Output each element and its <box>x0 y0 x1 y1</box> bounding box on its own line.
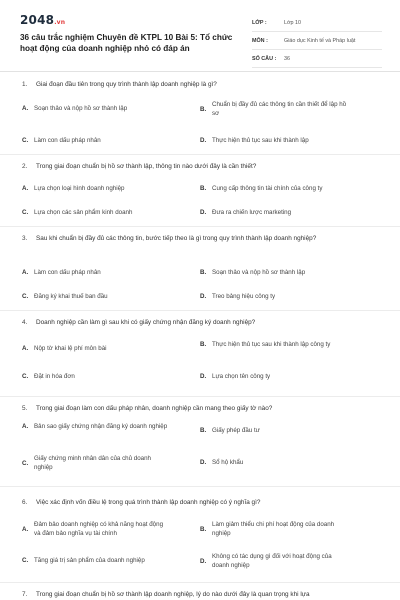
question-number: 6. <box>22 499 28 506</box>
question-text <box>22 498 382 508</box>
option-letter: A. <box>22 105 29 112</box>
option-a[interactable] <box>22 268 169 277</box>
option-letter: B. <box>200 269 207 276</box>
question-divider <box>0 396 400 397</box>
question-body: Sau khi chuẩn bị đầy đủ các thông tin, bước tiếp theo là gì trong quy trình thành lập doanh nghiệp? <box>36 235 317 242</box>
meta-table <box>252 14 382 68</box>
meta-value: Lớp 10 <box>284 19 302 26</box>
option-letter: D. <box>200 293 207 300</box>
question-text <box>22 162 382 172</box>
option-c[interactable] <box>22 208 169 217</box>
header-divider <box>0 71 400 72</box>
option-text: Lựa chọn tên công ty <box>212 373 271 380</box>
option-letter: A. <box>22 269 29 276</box>
option-c[interactable] <box>22 292 169 301</box>
question-text <box>22 80 382 90</box>
logo-suffix: .vn <box>54 19 66 26</box>
question-number: 1. <box>22 81 28 88</box>
meta-row-subject <box>252 32 382 50</box>
option-d[interactable] <box>200 552 347 570</box>
option-letter: C. <box>22 293 29 300</box>
option-d[interactable] <box>200 372 347 381</box>
meta-value: 36 <box>284 55 290 62</box>
option-text: Chuẩn bị đầy đủ các thông tin cần thiết để lập hồ sơ <box>212 101 347 117</box>
option-letter: A. <box>22 345 29 352</box>
question-number: 3. <box>22 235 28 242</box>
question-body: Giai đoạn đầu tiên trong quy trình thành lập doanh nghiệp là gì? <box>36 81 217 88</box>
question-6 <box>22 498 382 569</box>
option-letter: B. <box>200 525 207 533</box>
option-text: Sổ hộ khẩu <box>212 459 244 466</box>
option-text: Giấy chứng minh nhân dân của chủ doanh nghiệp <box>34 455 151 471</box>
question-number: 7. <box>22 591 28 598</box>
option-letter: A. <box>22 525 29 533</box>
option-a[interactable] <box>22 344 169 353</box>
logo-main: 2048 <box>20 13 55 27</box>
option-text: Tăng giá trị sản phẩm của doanh nghiệp <box>34 557 145 564</box>
meta-key: LỚP : <box>252 19 267 26</box>
question-body: Việc xác định vốn điều lệ trong quá trình thành lập doanh nghiệp có ý nghĩa gì? <box>36 499 261 506</box>
option-text: Làm con dấu pháp nhân <box>34 269 101 276</box>
option-letter: B. <box>200 427 207 434</box>
option-b[interactable] <box>200 268 347 277</box>
option-c[interactable] <box>22 372 169 381</box>
question-text <box>22 318 382 328</box>
question-1 <box>22 80 382 144</box>
option-b[interactable] <box>200 426 347 435</box>
question-text <box>22 590 382 600</box>
option-letter: C. <box>22 373 29 380</box>
option-text: Không có tác dụng gì đối với hoạt động của doanh nghiệp <box>212 553 332 569</box>
option-d[interactable] <box>200 458 347 467</box>
meta-row-grade <box>252 14 382 32</box>
option-text: Đưa ra chiến lược marketing <box>212 209 292 216</box>
option-letter: C. <box>22 209 29 216</box>
document-title: 36 câu trắc nghiệm Chuyên đề KTPL 10 Bài 5: Tổ chức hoạt động của doanh nghiệp nhỏ có đáp án <box>20 33 233 53</box>
question-body: Trong giai đoạn làm con dấu pháp nhân, doanh nghiệp cần mang theo giấy tờ nào? <box>36 405 273 412</box>
option-letter: C. <box>22 557 29 564</box>
option-text: Lựa chọn loại hình doanh nghiệp <box>34 185 125 192</box>
option-text: Treo bảng hiệu công ty <box>212 293 276 300</box>
option-letter: D. <box>200 209 207 216</box>
option-b[interactable] <box>200 520 347 538</box>
option-text: Bản sao giấy chứng nhận đăng ký doanh nghiệp <box>34 423 168 430</box>
option-letter: D. <box>200 557 207 565</box>
option-c[interactable] <box>22 556 169 565</box>
option-letter: C. <box>22 137 29 144</box>
option-letter: D. <box>200 459 207 466</box>
option-text: Đăng ký khai thuế ban đầu <box>34 293 108 300</box>
question-7 <box>22 590 382 600</box>
question-number: 4. <box>22 319 28 326</box>
option-text: Soạn thảo và nộp hồ sơ thành lập <box>34 105 128 112</box>
option-text: Cung cấp thông tin tài chính của công ty <box>212 185 323 192</box>
option-c[interactable] <box>22 136 169 145</box>
meta-row-count <box>252 50 382 68</box>
option-text: Lựa chọn các sản phẩm kinh doanh <box>34 209 133 216</box>
option-text: Làm con dấu pháp nhân <box>34 137 101 144</box>
option-letter: A. <box>22 185 29 192</box>
question-divider <box>0 486 400 487</box>
option-text: Nộp tờ khai lệ phí môn bài <box>34 345 107 352</box>
question-2 <box>22 162 382 216</box>
option-letter: D. <box>200 137 207 144</box>
question-text <box>22 234 382 244</box>
question-divider <box>0 582 400 583</box>
option-text: Làm giảm thiểu chi phí hoạt động của doanh nghiệp <box>212 521 335 537</box>
meta-value: Giáo dục Kinh tế và Pháp luật <box>284 37 356 44</box>
option-b[interactable] <box>200 184 347 193</box>
option-letter: B. <box>200 341 207 348</box>
option-letter: B. <box>200 105 207 113</box>
question-body: Trong giai đoạn chuẩn bị hồ sơ thành lập, thông tin nào dưới đây là cần thiết? <box>36 163 257 170</box>
question-body: Trong giai đoạn chuẩn bị hồ sơ thành lập doanh nghiệp, lý do nào dưới đây là quan trọng khi lựa <box>36 591 310 598</box>
question-divider <box>0 310 400 311</box>
option-text: Đặt in hóa đơn <box>34 373 75 380</box>
question-3 <box>22 234 382 300</box>
site-logo[interactable] <box>20 13 65 27</box>
option-c[interactable] <box>22 454 169 472</box>
question-4 <box>22 318 382 380</box>
question-divider <box>0 154 400 155</box>
option-a[interactable] <box>22 520 169 538</box>
meta-key: MÔN : <box>252 37 268 44</box>
option-text: Thực hiện thủ tục sau khi thành lập công ty <box>212 341 331 348</box>
question-number: 2. <box>22 163 28 170</box>
question-divider <box>0 226 400 227</box>
option-a[interactable] <box>22 184 169 193</box>
option-text: Thực hiện thủ tục sau khi thành lập <box>212 137 309 144</box>
option-letter: A. <box>22 423 29 430</box>
option-d[interactable] <box>200 208 347 217</box>
option-d[interactable] <box>200 136 347 145</box>
option-letter: B. <box>200 185 207 192</box>
option-d[interactable] <box>200 292 347 301</box>
option-letter: D. <box>200 373 207 380</box>
option-text: Soạn thảo và nộp hồ sơ thành lập <box>212 269 306 276</box>
meta-key: SỐ CÂU : <box>252 55 277 62</box>
option-text: Giấy phép đầu tư <box>212 427 260 434</box>
question-5 <box>22 404 382 471</box>
header <box>0 0 400 66</box>
question-number: 5. <box>22 405 28 412</box>
option-a[interactable] <box>22 104 169 113</box>
question-text <box>22 404 382 414</box>
option-b[interactable] <box>200 100 347 118</box>
option-text: Đảm bảo doanh nghiệp có khả năng hoạt động và đảm bảo nghĩa vụ tài chính <box>34 521 164 537</box>
question-body: Doanh nghiệp cần làm gì sau khi có giấy chứng nhận đăng ký doanh nghiệp? <box>36 319 256 326</box>
option-b[interactable] <box>200 340 347 349</box>
option-letter: C. <box>22 459 29 467</box>
option-a[interactable] <box>22 422 169 431</box>
